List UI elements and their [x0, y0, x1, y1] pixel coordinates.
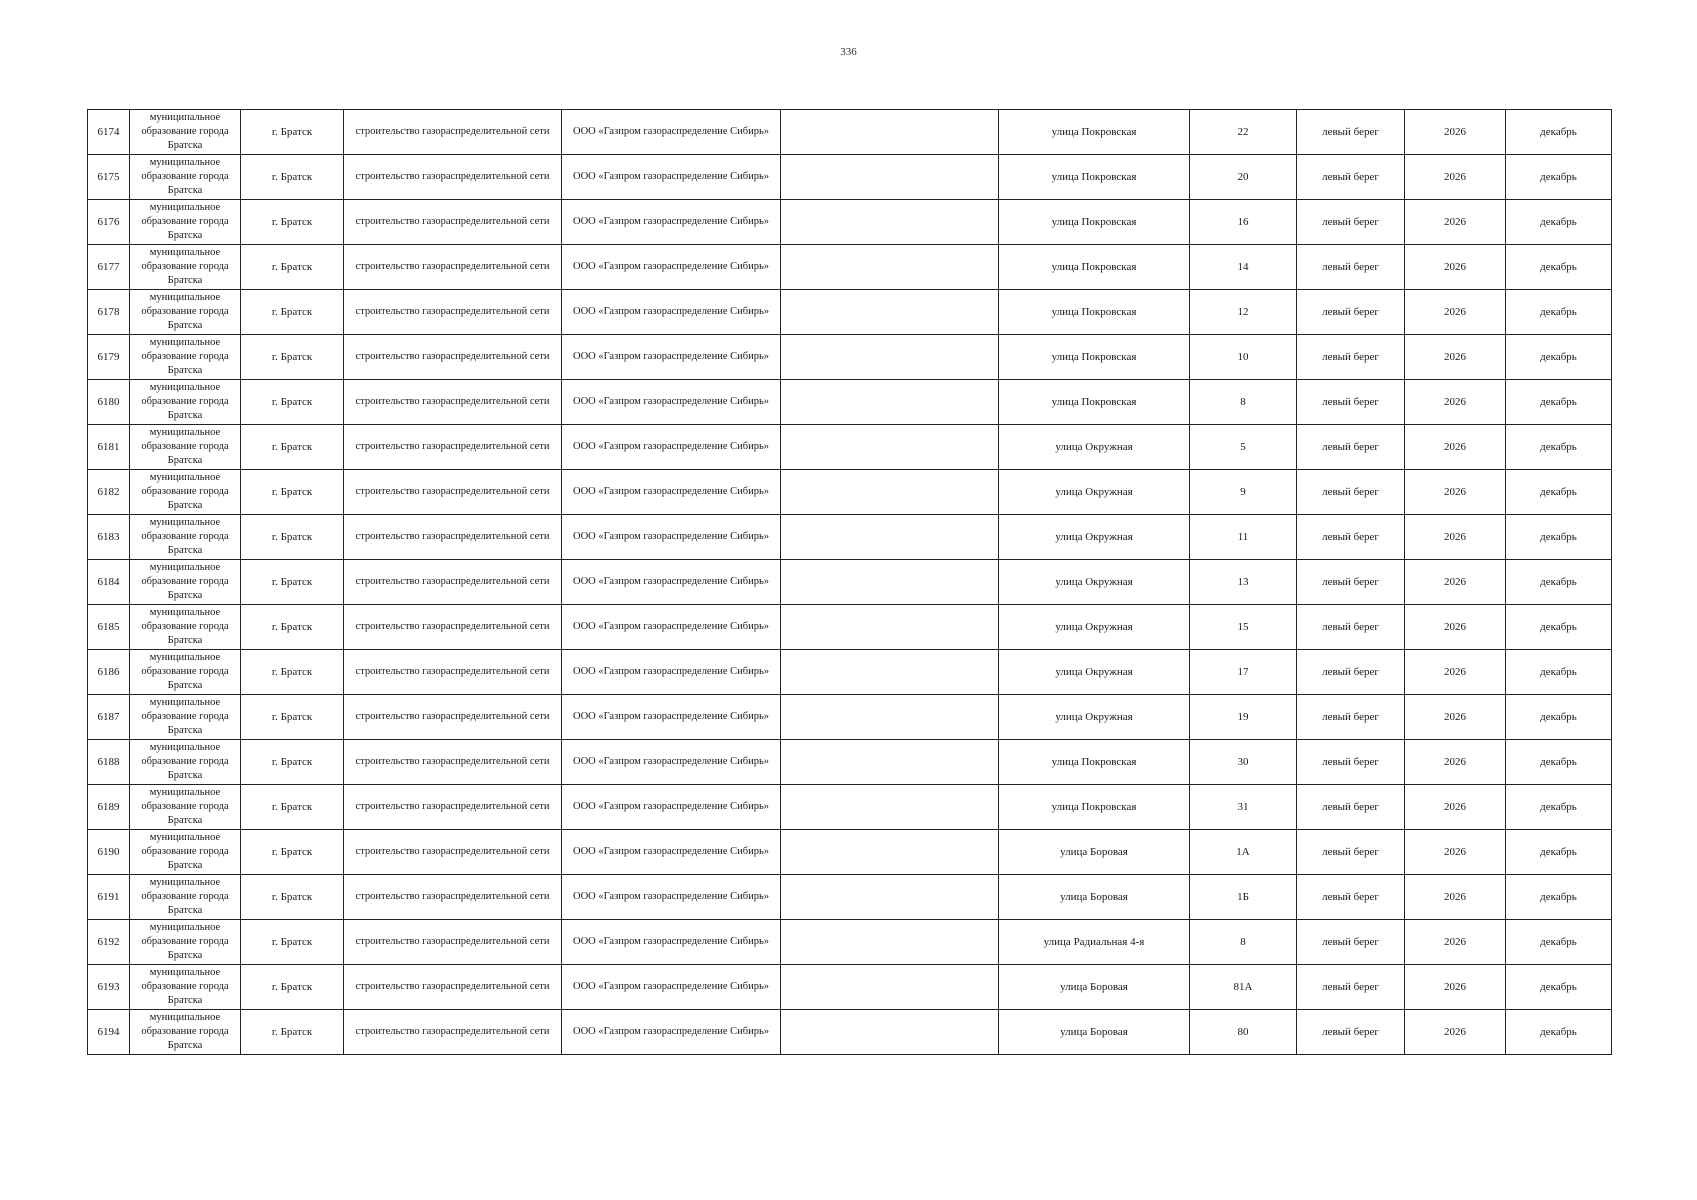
empty-cell — [781, 110, 999, 155]
river-bank-cell: левый берег — [1297, 335, 1405, 380]
municipality-cell: муниципальное образование города Братска — [130, 650, 241, 695]
row-number: 6179 — [88, 335, 130, 380]
month-cell: декабрь — [1506, 650, 1612, 695]
year-cell: 2026 — [1405, 830, 1506, 875]
table-row — [88, 515, 1612, 560]
city-cell: г. Братск — [241, 785, 344, 830]
empty-cell — [781, 200, 999, 245]
month-cell: декабрь — [1506, 155, 1612, 200]
street-cell: улица Окружная — [999, 560, 1190, 605]
work-type-cell: строительство газораспределительной сети — [344, 335, 562, 380]
river-bank-cell: левый берег — [1297, 380, 1405, 425]
river-bank-cell: левый берег — [1297, 650, 1405, 695]
year-cell: 2026 — [1405, 1010, 1506, 1055]
empty-cell — [781, 650, 999, 695]
river-bank-cell: левый берег — [1297, 695, 1405, 740]
row-number: 6184 — [88, 560, 130, 605]
row-number: 6181 — [88, 425, 130, 470]
house-number-cell: 8 — [1190, 380, 1297, 425]
house-number-cell: 14 — [1190, 245, 1297, 290]
organization-cell: ООО «Газпром газораспределение Сибирь» — [562, 695, 781, 740]
house-number-cell: 17 — [1190, 650, 1297, 695]
city-cell: г. Братск — [241, 155, 344, 200]
municipality-cell: муниципальное образование города Братска — [130, 920, 241, 965]
city-cell: г. Братск — [241, 515, 344, 560]
river-bank-cell: левый берег — [1297, 515, 1405, 560]
city-cell: г. Братск — [241, 605, 344, 650]
work-type-cell: строительство газораспределительной сети — [344, 110, 562, 155]
city-cell: г. Братск — [241, 650, 344, 695]
empty-cell — [781, 785, 999, 830]
row-number: 6175 — [88, 155, 130, 200]
street-cell: улица Покровская — [999, 290, 1190, 335]
month-cell: декабрь — [1506, 470, 1612, 515]
row-number: 6192 — [88, 920, 130, 965]
river-bank-cell: левый берег — [1297, 110, 1405, 155]
work-type-cell: строительство газораспределительной сети — [344, 605, 562, 650]
house-number-cell: 1А — [1190, 830, 1297, 875]
house-number-cell: 19 — [1190, 695, 1297, 740]
organization-cell: ООО «Газпром газораспределение Сибирь» — [562, 1010, 781, 1055]
city-cell: г. Братск — [241, 470, 344, 515]
municipality-cell: муниципальное образование города Братска — [130, 830, 241, 875]
street-cell: улица Боровая — [999, 875, 1190, 920]
house-number-cell: 1Б — [1190, 875, 1297, 920]
month-cell: декабрь — [1506, 785, 1612, 830]
organization-cell: ООО «Газпром газораспределение Сибирь» — [562, 515, 781, 560]
river-bank-cell: левый берег — [1297, 785, 1405, 830]
street-cell: улица Покровская — [999, 380, 1190, 425]
empty-cell — [781, 1010, 999, 1055]
table-row — [88, 695, 1612, 740]
municipality-cell: муниципальное образование города Братска — [130, 200, 241, 245]
organization-cell: ООО «Газпром газораспределение Сибирь» — [562, 785, 781, 830]
municipality-cell: муниципальное образование города Братска — [130, 515, 241, 560]
registry-rows — [88, 110, 1612, 1055]
street-cell: улица Окружная — [999, 425, 1190, 470]
organization-cell: ООО «Газпром газораспределение Сибирь» — [562, 110, 781, 155]
house-number-cell: 11 — [1190, 515, 1297, 560]
organization-cell: ООО «Газпром газораспределение Сибирь» — [562, 335, 781, 380]
organization-cell: ООО «Газпром газораспределение Сибирь» — [562, 155, 781, 200]
municipality-cell: муниципальное образование города Братска — [130, 380, 241, 425]
house-number-cell: 15 — [1190, 605, 1297, 650]
organization-cell: ООО «Газпром газораспределение Сибирь» — [562, 740, 781, 785]
table-row — [88, 155, 1612, 200]
work-type-cell: строительство газораспределительной сети — [344, 245, 562, 290]
empty-cell — [781, 470, 999, 515]
municipality-cell: муниципальное образование города Братска — [130, 965, 241, 1010]
house-number-cell: 10 — [1190, 335, 1297, 380]
row-number: 6186 — [88, 650, 130, 695]
year-cell: 2026 — [1405, 290, 1506, 335]
house-number-cell: 31 — [1190, 785, 1297, 830]
year-cell: 2026 — [1405, 605, 1506, 650]
river-bank-cell: левый берег — [1297, 1010, 1405, 1055]
empty-cell — [781, 155, 999, 200]
organization-cell: ООО «Газпром газораспределение Сибирь» — [562, 245, 781, 290]
work-type-cell: строительство газораспределительной сети — [344, 1010, 562, 1055]
table-row — [88, 650, 1612, 695]
empty-cell — [781, 740, 999, 785]
river-bank-cell: левый берег — [1297, 605, 1405, 650]
organization-cell: ООО «Газпром газораспределение Сибирь» — [562, 560, 781, 605]
street-cell: улица Боровая — [999, 965, 1190, 1010]
table-row — [88, 740, 1612, 785]
work-type-cell: строительство газораспределительной сети — [344, 200, 562, 245]
table-row — [88, 875, 1612, 920]
house-number-cell: 13 — [1190, 560, 1297, 605]
month-cell: декабрь — [1506, 290, 1612, 335]
work-type-cell: строительство газораспределительной сети — [344, 155, 562, 200]
municipality-cell: муниципальное образование города Братска — [130, 470, 241, 515]
row-number: 6178 — [88, 290, 130, 335]
street-cell: улица Покровская — [999, 200, 1190, 245]
row-number: 6183 — [88, 515, 130, 560]
row-number: 6190 — [88, 830, 130, 875]
house-number-cell: 20 — [1190, 155, 1297, 200]
empty-cell — [781, 965, 999, 1010]
row-number: 6185 — [88, 605, 130, 650]
month-cell: декабрь — [1506, 830, 1612, 875]
house-number-cell: 22 — [1190, 110, 1297, 155]
table-row — [88, 200, 1612, 245]
table-row — [88, 560, 1612, 605]
house-number-cell: 5 — [1190, 425, 1297, 470]
month-cell: декабрь — [1506, 695, 1612, 740]
work-type-cell: строительство газораспределительной сети — [344, 650, 562, 695]
row-number: 6174 — [88, 110, 130, 155]
river-bank-cell: левый берег — [1297, 155, 1405, 200]
municipality-cell: муниципальное образование города Братска — [130, 335, 241, 380]
month-cell: декабрь — [1506, 1010, 1612, 1055]
month-cell: декабрь — [1506, 515, 1612, 560]
city-cell: г. Братск — [241, 560, 344, 605]
work-type-cell: строительство газораспределительной сети — [344, 470, 562, 515]
river-bank-cell: левый берег — [1297, 425, 1405, 470]
organization-cell: ООО «Газпром газораспределение Сибирь» — [562, 290, 781, 335]
organization-cell: ООО «Газпром газораспределение Сибирь» — [562, 650, 781, 695]
row-number: 6180 — [88, 380, 130, 425]
empty-cell — [781, 830, 999, 875]
city-cell: г. Братск — [241, 110, 344, 155]
empty-cell — [781, 875, 999, 920]
work-type-cell: строительство газораспределительной сети — [344, 785, 562, 830]
river-bank-cell: левый берег — [1297, 560, 1405, 605]
empty-cell — [781, 515, 999, 560]
house-number-cell: 30 — [1190, 740, 1297, 785]
work-type-cell: строительство газораспределительной сети — [344, 560, 562, 605]
empty-cell — [781, 605, 999, 650]
table-row — [88, 245, 1612, 290]
year-cell: 2026 — [1405, 110, 1506, 155]
municipality-cell: муниципальное образование города Братска — [130, 875, 241, 920]
table-row — [88, 335, 1612, 380]
month-cell: декабрь — [1506, 110, 1612, 155]
page-number: 336 — [840, 46, 857, 58]
year-cell: 2026 — [1405, 650, 1506, 695]
year-cell: 2026 — [1405, 965, 1506, 1010]
house-number-cell: 8 — [1190, 920, 1297, 965]
year-cell: 2026 — [1405, 425, 1506, 470]
year-cell: 2026 — [1405, 245, 1506, 290]
row-number: 6177 — [88, 245, 130, 290]
row-number: 6176 — [88, 200, 130, 245]
street-cell: улица Покровская — [999, 155, 1190, 200]
river-bank-cell: левый берег — [1297, 245, 1405, 290]
municipality-cell: муниципальное образование города Братска — [130, 1010, 241, 1055]
table-row — [88, 830, 1612, 875]
street-cell: улица Боровая — [999, 830, 1190, 875]
year-cell: 2026 — [1405, 470, 1506, 515]
street-cell: улица Боровая — [999, 1010, 1190, 1055]
organization-cell: ООО «Газпром газораспределение Сибирь» — [562, 965, 781, 1010]
table-row — [88, 785, 1612, 830]
work-type-cell: строительство газораспределительной сети — [344, 425, 562, 470]
year-cell: 2026 — [1405, 200, 1506, 245]
city-cell: г. Братск — [241, 245, 344, 290]
city-cell: г. Братск — [241, 380, 344, 425]
organization-cell: ООО «Газпром газораспределение Сибирь» — [562, 470, 781, 515]
municipality-cell: муниципальное образование города Братска — [130, 290, 241, 335]
street-cell: улица Покровская — [999, 245, 1190, 290]
organization-cell: ООО «Газпром газораспределение Сибирь» — [562, 875, 781, 920]
city-cell: г. Братск — [241, 1010, 344, 1055]
month-cell: декабрь — [1506, 200, 1612, 245]
city-cell: г. Братск — [241, 965, 344, 1010]
street-cell: улица Окружная — [999, 515, 1190, 560]
registry-table — [87, 109, 1612, 1055]
table-row — [88, 605, 1612, 650]
river-bank-cell: левый берег — [1297, 470, 1405, 515]
river-bank-cell: левый берег — [1297, 875, 1405, 920]
row-number: 6189 — [88, 785, 130, 830]
row-number: 6194 — [88, 1010, 130, 1055]
municipality-cell: муниципальное образование города Братска — [130, 245, 241, 290]
river-bank-cell: левый берег — [1297, 200, 1405, 245]
table-row — [88, 470, 1612, 515]
month-cell: декабрь — [1506, 920, 1612, 965]
river-bank-cell: левый берег — [1297, 920, 1405, 965]
organization-cell: ООО «Газпром газораспределение Сибирь» — [562, 920, 781, 965]
municipality-cell: муниципальное образование города Братска — [130, 425, 241, 470]
table-row — [88, 1010, 1612, 1055]
organization-cell: ООО «Газпром газораспределение Сибирь» — [562, 605, 781, 650]
street-cell: улица Покровская — [999, 740, 1190, 785]
empty-cell — [781, 560, 999, 605]
work-type-cell: строительство газораспределительной сети — [344, 875, 562, 920]
month-cell: декабрь — [1506, 740, 1612, 785]
municipality-cell: муниципальное образование города Братска — [130, 560, 241, 605]
month-cell: декабрь — [1506, 560, 1612, 605]
city-cell: г. Братск — [241, 290, 344, 335]
table-row — [88, 920, 1612, 965]
city-cell: г. Братск — [241, 695, 344, 740]
empty-cell — [781, 335, 999, 380]
month-cell: декабрь — [1506, 965, 1612, 1010]
street-cell: улица Окружная — [999, 695, 1190, 740]
row-number: 6182 — [88, 470, 130, 515]
house-number-cell: 16 — [1190, 200, 1297, 245]
city-cell: г. Братск — [241, 335, 344, 380]
street-cell: улица Окружная — [999, 650, 1190, 695]
empty-cell — [781, 380, 999, 425]
street-cell: улица Окружная — [999, 470, 1190, 515]
city-cell: г. Братск — [241, 200, 344, 245]
month-cell: декабрь — [1506, 605, 1612, 650]
empty-cell — [781, 920, 999, 965]
year-cell: 2026 — [1405, 515, 1506, 560]
year-cell: 2026 — [1405, 740, 1506, 785]
city-cell: г. Братск — [241, 875, 344, 920]
row-number: 6191 — [88, 875, 130, 920]
row-number: 6188 — [88, 740, 130, 785]
work-type-cell: строительство газораспределительной сети — [344, 290, 562, 335]
work-type-cell: строительство газораспределительной сети — [344, 515, 562, 560]
municipality-cell: муниципальное образование города Братска — [130, 740, 241, 785]
year-cell: 2026 — [1405, 560, 1506, 605]
month-cell: декабрь — [1506, 380, 1612, 425]
work-type-cell: строительство газораспределительной сети — [344, 380, 562, 425]
empty-cell — [781, 290, 999, 335]
table-row — [88, 380, 1612, 425]
month-cell: декабрь — [1506, 425, 1612, 470]
organization-cell: ООО «Газпром газораспределение Сибирь» — [562, 380, 781, 425]
empty-cell — [781, 425, 999, 470]
table-row — [88, 965, 1612, 1010]
house-number-cell: 9 — [1190, 470, 1297, 515]
city-cell: г. Братск — [241, 740, 344, 785]
work-type-cell: строительство газораспределительной сети — [344, 695, 562, 740]
empty-cell — [781, 245, 999, 290]
organization-cell: ООО «Газпром газораспределение Сибирь» — [562, 200, 781, 245]
work-type-cell: строительство газораспределительной сети — [344, 830, 562, 875]
street-cell: улица Покровская — [999, 335, 1190, 380]
municipality-cell: муниципальное образование города Братска — [130, 785, 241, 830]
year-cell: 2026 — [1405, 875, 1506, 920]
table-row — [88, 425, 1612, 470]
year-cell: 2026 — [1405, 785, 1506, 830]
street-cell: улица Покровская — [999, 110, 1190, 155]
city-cell: г. Братск — [241, 830, 344, 875]
street-cell: улица Покровская — [999, 785, 1190, 830]
work-type-cell: строительство газораспределительной сети — [344, 740, 562, 785]
table-row — [88, 110, 1612, 155]
river-bank-cell: левый берег — [1297, 740, 1405, 785]
river-bank-cell: левый берег — [1297, 830, 1405, 875]
row-number: 6193 — [88, 965, 130, 1010]
house-number-cell: 81А — [1190, 965, 1297, 1010]
table-row — [88, 290, 1612, 335]
city-cell: г. Братск — [241, 920, 344, 965]
row-number: 6187 — [88, 695, 130, 740]
street-cell: улица Окружная — [999, 605, 1190, 650]
municipality-cell: муниципальное образование города Братска — [130, 155, 241, 200]
year-cell: 2026 — [1405, 335, 1506, 380]
month-cell: декабрь — [1506, 245, 1612, 290]
house-number-cell: 80 — [1190, 1010, 1297, 1055]
street-cell: улица Радиальная 4-я — [999, 920, 1190, 965]
city-cell: г. Братск — [241, 425, 344, 470]
year-cell: 2026 — [1405, 155, 1506, 200]
municipality-cell: муниципальное образование города Братска — [130, 605, 241, 650]
year-cell: 2026 — [1405, 380, 1506, 425]
month-cell: декабрь — [1506, 335, 1612, 380]
month-cell: декабрь — [1506, 875, 1612, 920]
year-cell: 2026 — [1405, 695, 1506, 740]
work-type-cell: строительство газораспределительной сети — [344, 965, 562, 1010]
municipality-cell: муниципальное образование города Братска — [130, 695, 241, 740]
house-number-cell: 12 — [1190, 290, 1297, 335]
year-cell: 2026 — [1405, 920, 1506, 965]
work-type-cell: строительство газораспределительной сети — [344, 920, 562, 965]
river-bank-cell: левый берег — [1297, 965, 1405, 1010]
municipality-cell: муниципальное образование города Братска — [130, 110, 241, 155]
organization-cell: ООО «Газпром газораспределение Сибирь» — [562, 425, 781, 470]
empty-cell — [781, 695, 999, 740]
organization-cell: ООО «Газпром газораспределение Сибирь» — [562, 830, 781, 875]
river-bank-cell: левый берег — [1297, 290, 1405, 335]
